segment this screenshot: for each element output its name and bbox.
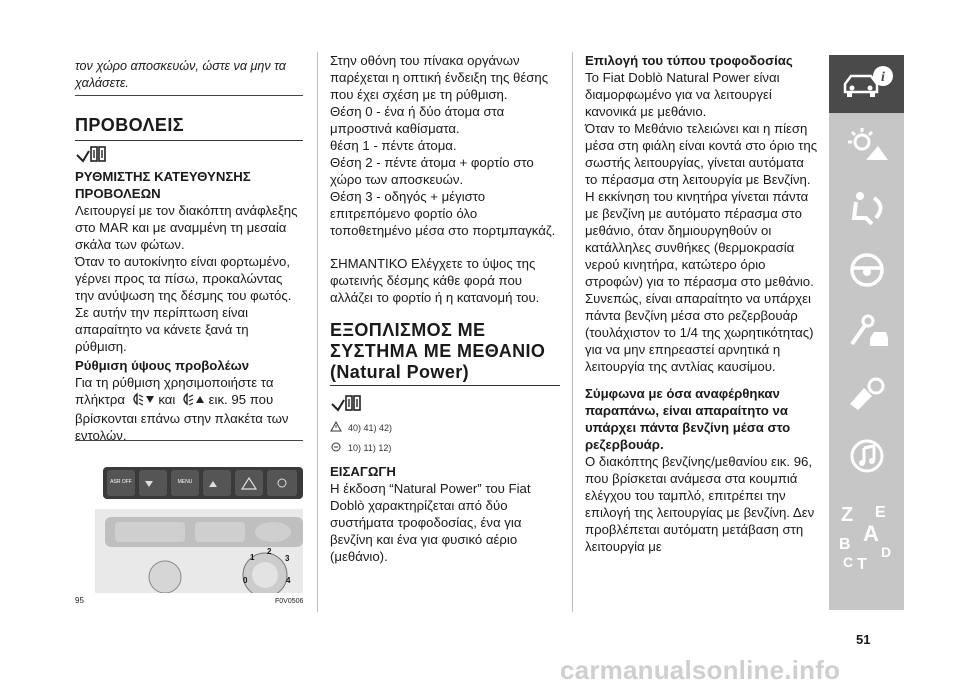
paragraph: Το Fiat Doblò Natural Power είναι διαμορφωμένο για να λειτουργεί κανονικά με μεθάνιο. [585, 70, 780, 119]
figure-top-rule [75, 440, 303, 441]
paragraph: θέση 1 - πέντε άτομα. [330, 138, 457, 153]
chapter-index-sidebar [829, 55, 904, 610]
menu-label: MENU [177, 479, 193, 485]
headlight-up-icon [179, 392, 205, 410]
subheading-fuel-type: Επιλογή του τύπου τροφοδοσίας [585, 53, 793, 68]
dashboard-controls-figure [75, 447, 303, 593]
index-letter: T [856, 556, 867, 571]
paragraph-part: και [158, 392, 176, 407]
media-settings-icon [842, 436, 892, 476]
steering-wheel-icon [842, 250, 892, 290]
page-number: 51 [856, 632, 871, 647]
subheading-headlight-aim: ΡΥΘΜΙΣΤΗΣ ΚΑΤΕΥΘΥΝΣΗΣ ΠΡΟΒΟΛΕΩΝ [75, 169, 251, 201]
warning-lights-icon [842, 126, 892, 166]
paragraph: Λειτουργεί με τον διακόπτη ανάφλεξης στο MAR και με αναμμένη τη μεσαία σκάλα των φώτων. [75, 203, 298, 252]
warning-triangle-icon [330, 419, 342, 437]
paragraph-adjust [75, 374, 303, 444]
paragraph: Θέση 0 - ένα ή δύο άτομα στα μπροστινά καθίσματα. [330, 104, 505, 136]
paragraph: Η εκκίνηση του κινητήρα γίνεται πάντα με βενζίνη με αυτόματο πέρασμα στο μεθάνιο, όταν δημιουργηθούν οι κατάλληλες συνθήκες (θερμοκρασία νερού κινητήρα, κατώτερο όριο στροφών) για το πέρασμα στο μεθάνιο. [585, 189, 814, 289]
index-letter: A [862, 521, 879, 546]
paragraph: Όταν το Μεθάνιο τελειώνει και η πίεση μέσα στη φιάλη είναι κοντά στο όριο της σωστής λειτουργίας, γίνεται αυτόματα το πέρασμα στη λειτουργία με Βενζίνη. [585, 121, 818, 187]
safety-tools-icon [842, 374, 892, 414]
warning-book-icon [75, 143, 109, 170]
paragraph: Στην οθόνη του πίνακα οργάνων παρέχεται η οπτική ένδειξη της θέσης που έχει σχέση με τη ρύθμιση. [330, 53, 549, 102]
continued-note: τον χώρο αποσκευών, ώστε να μην τα χαλάσετε. [75, 58, 303, 96]
caution-references: 10) 11) 12) [348, 443, 392, 453]
tab-safety[interactable] [829, 179, 904, 237]
car-info-icon [837, 64, 897, 104]
index-letter: E [874, 504, 886, 521]
headlight-up-button [203, 470, 231, 496]
paragraph: Ο διακόπτης βενζίνης/μεθανίου εικ. 96, που βρίσκεται ανάμεσα στα κουμπιά ελέγχου του ταμπλό, επιτρέπει την επιλογή της λειτουργίας με βενζίνη. Δεν προβλέπεται αυτόματη μετάβαση στη λειτουργία με [585, 454, 815, 554]
dial-label-4: 4 [286, 576, 291, 585]
paragraph-part: εικ. 95 που βρίσκονται επάνω στην πλακέτα των εντολών. [75, 392, 289, 443]
dial-label-0: 0 [243, 576, 248, 585]
column-divider [317, 52, 318, 612]
headlight-down-button [139, 470, 167, 496]
fog-light-button [267, 470, 297, 496]
airbag-seat-icon [842, 188, 892, 228]
section-heading-methane: ΕΞΟΠΛΙΣΜΟΣ ΜΕ ΣΥΣΤΗΜΑ ΜΕ ΜΕΘΑΝΙΟ (Natural Power) [330, 320, 560, 386]
subheading-petrol-note: Σύμφωνα με όσα αναφέρθηκαν παραπάνω, είναι απαραίτητο να υπάρχει πάντα βενζίνη μέσα στο ρεζερβουάρ. [585, 386, 791, 452]
paragraph: Όταν το αυτοκίνητο είναι φορτωμένο, γέρνει προς τα πίσω, προκαλώντας την ανύψωση της δέσμης του φωτός. Σε αυτήν την περίπτωση είναι απαραίτητο να κάνετε ξανά τη ρύθμιση. [75, 254, 292, 354]
column-divider [572, 52, 573, 612]
paragraph: Θέση 3 - οδηγός + μέγιστο επιτρεπόμενο φορτίο όλο τοποθετημένο μέσα στο πορτμπαγκάζ. [330, 189, 556, 238]
tab-maintenance[interactable] [829, 365, 904, 423]
tab-alphabetical-index[interactable] [829, 495, 904, 575]
hazard-button [235, 470, 263, 496]
alphabet-index-icon [835, 499, 899, 571]
svg-text:i: i [880, 70, 885, 85]
index-letter: C [842, 554, 853, 570]
headlight-down-icon [129, 392, 155, 410]
subheading-height-adjust: Ρύθμιση ύψους προβολέων [75, 358, 250, 373]
paragraph-part: Για τη ρύθμιση χρησιμοποιήστε τα πλήκτρα [75, 375, 274, 407]
index-letter: B [838, 536, 851, 553]
dial-label-1: 1 [250, 553, 255, 562]
subheading-introduction: ΕΙΣΑΓΩΓΗ [330, 464, 396, 479]
caution-icon [330, 439, 342, 457]
paragraph: Θέση 2 - πέντε άτομα + φορτίο στο χώρο των αποσκευών. [330, 155, 534, 187]
warning-book-icon [330, 392, 560, 419]
tab-multimedia[interactable] [829, 427, 904, 485]
paragraph: Συνεπώς, είναι απαραίτητο να υπάρχει πάντα βενζίνη μέσα στο ρεζερβουάρ (τουλάχιστον το 1/4 της χωρητικότητας) για να μην επηρεαστεί αρνητικά η λειτουργία της αντλίας καυσίμου. [585, 291, 814, 374]
important-note: ΣΗΜΑΝΤΙΚΟ Ελέγχετε το ύψος της φωτεινής δέσμης κάθε φορά που αλλάζει το φορτίο ή η κατανομή του. [330, 256, 540, 305]
warning-references: 40) 41) 42) [348, 423, 393, 433]
dial-label-3: 3 [285, 554, 290, 563]
index-letter: Z [840, 504, 853, 526]
asr-label: ASR OFF [110, 479, 132, 485]
tab-warning-lights[interactable] [829, 117, 904, 175]
index-letter: D [880, 544, 891, 560]
figure-number: 95 [75, 596, 84, 605]
dial-label-2: 2 [267, 547, 272, 556]
paragraph: Η έκδοση “Natural Power” του Fiat Doblò χαρακτηρίζεται από δύο συστήματα τροφοδοσίας, ένα για βενζίνη και ένα για φυσικό αέριο (μεθάνιο). [330, 481, 531, 564]
watermark: carmanualsonline.info [560, 655, 841, 685]
wrench-car-icon [842, 312, 892, 352]
tab-car-info[interactable] [829, 55, 904, 113]
tab-emergency[interactable] [829, 303, 904, 361]
section-heading-headlights: ΠΡΟΒΟΛΕΙΣ [75, 114, 303, 141]
figure-code: F0V0506 [275, 598, 304, 605]
tab-starting-driving[interactable] [829, 241, 904, 299]
